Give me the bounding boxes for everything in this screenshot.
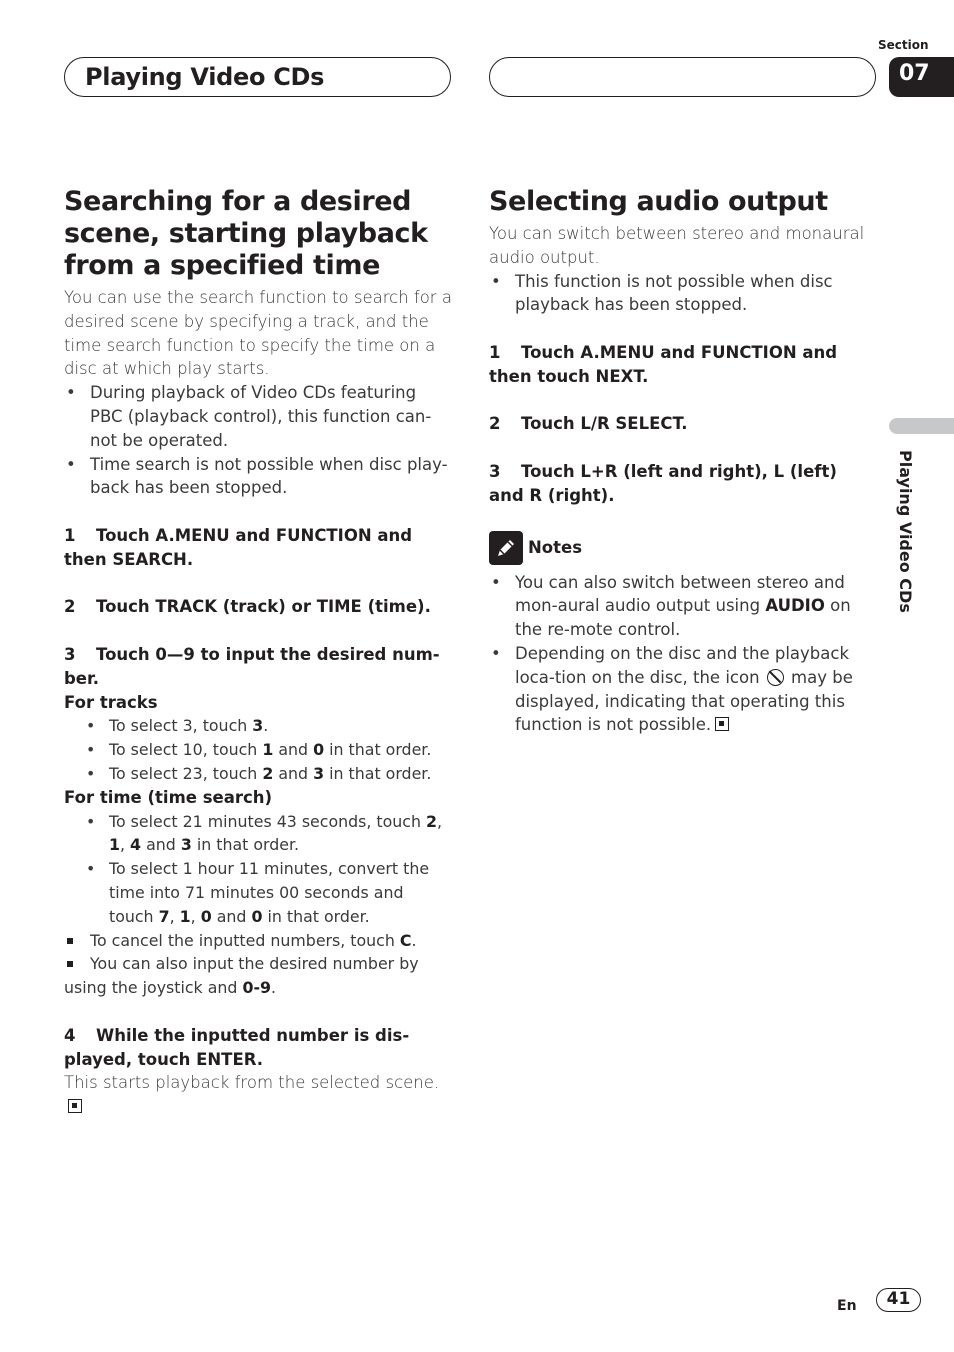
end-of-section-icon <box>715 717 729 731</box>
search-step-3: 3 Touch 0—9 to input the desired num-ber. <box>64 644 440 688</box>
prohibited-icon <box>767 669 784 686</box>
search-note-pbc: • During playback of Video CDs featuring PBC (playback control), this function can-not be operated. <box>64 381 452 452</box>
page-header-title: Playing Video CDs <box>85 63 325 91</box>
page-number: 41 <box>876 1288 921 1312</box>
search-result: This starts playback from the selected scene. <box>64 1071 452 1119</box>
side-section-label: Playing Video CDs <box>896 450 915 613</box>
section-heading-search: Searching for a desired scene, starting playback from a specified time <box>64 186 428 281</box>
search-note-stopped: • Time search is not possible when disc play-back has been stopped. <box>64 453 452 501</box>
right-column <box>489 186 877 737</box>
cancel-note: To cancel the inputted numbers, touch C. <box>64 929 452 953</box>
search-step-1: 1 Touch A.MENU and FUNCTION and then SEARCH. <box>64 525 413 569</box>
track-example-10: • To select 10, touch 1 and 0 in that order. <box>64 738 452 762</box>
notes-header <box>489 531 877 565</box>
audio-step-2: 2 Touch L/R SELECT. <box>489 414 688 434</box>
track-example-23: • To select 23, touch 2 and 3 in that order. <box>64 762 452 786</box>
time-example-21m43s: • To select 21 minutes 43 seconds, touch 2, 1, 4 and 3 in that order. <box>64 810 452 858</box>
audio-note-stopped: • This function is not possible when disc playback has been stopped. <box>489 270 877 318</box>
left-column <box>64 186 452 1119</box>
note-prohibited-icon: • Depending on the disc and the playback loca-tion on the disc, the icon may be displayed, indicating that operating this function is not possible. <box>489 642 877 737</box>
footer-language: En <box>837 1298 857 1314</box>
track-example-3: • To select 3, touch 3. <box>64 714 452 738</box>
audio-step-3: 3 Touch L+R (left and right), L (left) and R (right). <box>489 461 837 505</box>
notes-label: Notes <box>528 538 583 558</box>
search-intro: You can use the search function to search for a desired scene by specifying a track, and the time search function to specify the time on a disc at which play starts. <box>64 288 452 379</box>
joystick-note: You can also input the desired number by using the joystick and 0-9. <box>64 952 452 1000</box>
for-time-label: For time (time search) <box>64 787 273 807</box>
audio-intro: You can switch between stereo and monaural audio output. <box>489 224 865 267</box>
search-step-2: 2 Touch TRACK (track) or TIME (time). <box>64 597 431 617</box>
section-heading-audio: Selecting audio output <box>489 186 828 217</box>
time-example-1h11m: • To select 1 hour 11 minutes, convert the time into 71 minutes 00 seconds and touch 7, 1, 0 and 0 in that order. <box>64 857 452 928</box>
section-label: Section <box>878 38 929 52</box>
side-tab-marker <box>889 418 954 434</box>
header-title-box <box>64 57 451 97</box>
for-tracks-label: For tracks <box>64 692 158 712</box>
section-number-badge: 07 <box>889 57 954 97</box>
search-step-4: 4 While the inputted number is dis-played, touch ENTER. <box>64 1025 410 1069</box>
header-empty-box <box>489 57 876 97</box>
audio-step-1: 1 Touch A.MENU and FUNCTION and then touch NEXT. <box>489 342 838 386</box>
pencil-icon <box>489 531 523 565</box>
note-audio-remote: • You can also switch between stereo and mon-aural audio output using AUDIO on the re-mote control. <box>489 571 877 642</box>
end-of-section-icon <box>68 1099 82 1113</box>
